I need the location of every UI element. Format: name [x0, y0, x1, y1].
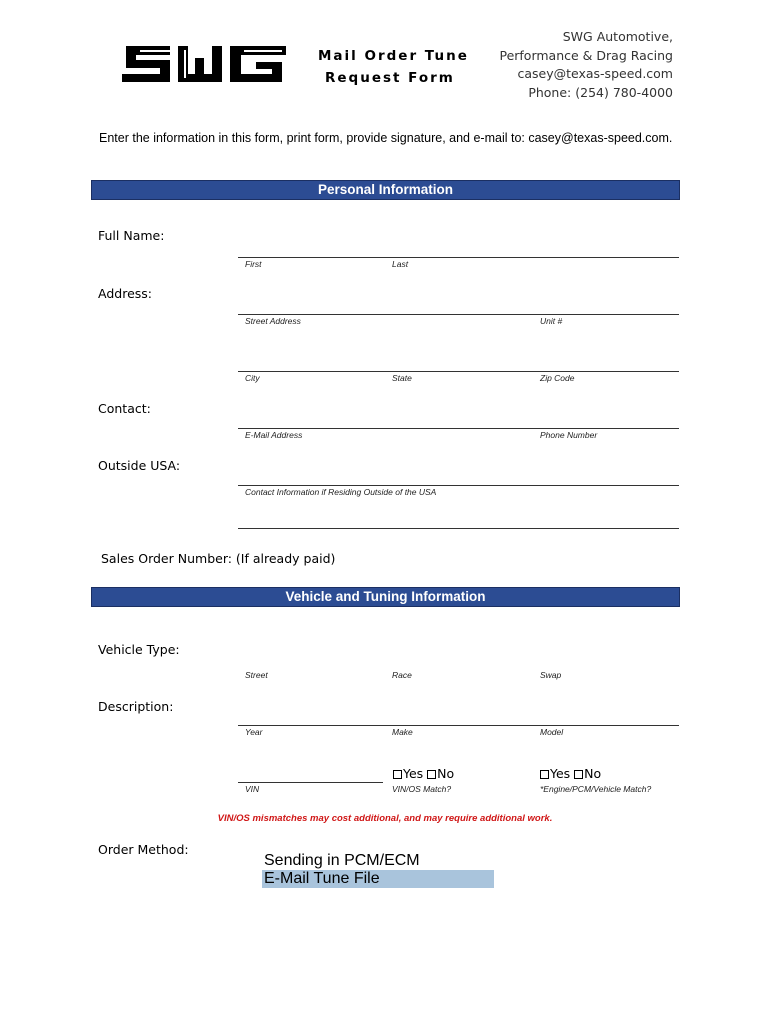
engine-match-yes-checkbox[interactable] — [540, 770, 549, 779]
street-address-caption: Street Address — [245, 316, 301, 326]
model-caption: Model — [540, 727, 564, 737]
company-contact-block — [499, 28, 673, 102]
instructions-text: Enter the information in this form, print form, provide signature, and e-mail to: casey@texas-speed.com. — [99, 131, 673, 145]
full-name-field[interactable] — [238, 257, 679, 258]
first-name-caption: First — [245, 259, 262, 269]
vehicle-type-label: Vehicle Type: — [98, 642, 180, 657]
vehicle-type-street[interactable]: Street — [245, 670, 268, 680]
form-title-line1: Mail Order Tune — [318, 48, 469, 64]
vin-os-match-options — [393, 766, 454, 781]
sales-order-label: Sales Order Number: (If already paid) — [101, 551, 336, 566]
year-make-model-field[interactable] — [238, 725, 679, 726]
address-label: Address: — [98, 286, 152, 301]
vin-mismatch-warning: VIN/OS mismatches may cost additional, and may require additional work. — [217, 813, 553, 824]
company-phone: Phone: (254) 780-4000 — [528, 84, 673, 100]
order-method-option-pcm[interactable]: Sending in PCM/ECM — [264, 852, 420, 869]
contact-label: Contact: — [98, 401, 151, 416]
outside-usa-field-line2[interactable] — [238, 528, 679, 529]
engine-match-caption: *Engine/PCM/Vehicle Match? — [540, 784, 652, 794]
vehicle-type-race[interactable]: Race — [392, 670, 412, 680]
company-email: casey@texas-speed.com — [517, 66, 673, 81]
company-name: SWG Automotive, — [562, 29, 673, 44]
vehicle-section-header: Vehicle and Tuning Information — [91, 587, 680, 607]
order-method-option-email[interactable]: E-Mail Tune File — [262, 870, 494, 888]
order-method-label: Order Method: — [98, 842, 189, 857]
description-label: Description: — [98, 699, 174, 714]
engine-match-no-label: No — [584, 766, 602, 781]
vin-os-no-checkbox[interactable] — [427, 770, 436, 779]
state-caption: State — [392, 373, 412, 383]
email-caption: E-Mail Address — [245, 430, 303, 440]
full-name-label: Full Name: — [98, 228, 165, 243]
city-state-zip-field[interactable] — [238, 371, 679, 372]
vin-os-match-caption: VIN/OS Match? — [392, 784, 452, 794]
unit-caption: Unit # — [540, 316, 563, 326]
phone-caption: Phone Number — [540, 430, 598, 440]
vin-os-yes-checkbox[interactable] — [393, 770, 402, 779]
swg-logo — [122, 44, 286, 86]
make-caption: Make — [392, 727, 413, 737]
company-tagline: Performance & Drag Racing — [499, 47, 673, 63]
contact-field[interactable] — [238, 428, 679, 429]
vin-field[interactable] — [238, 782, 383, 783]
street-address-field[interactable] — [238, 314, 679, 315]
engine-match-yes-label: Yes — [550, 766, 571, 781]
outside-usa-caption: Contact Information if Residing Outside of the USA — [245, 487, 437, 497]
outside-usa-label: Outside USA: — [98, 458, 181, 473]
form-title-line2: Request Form — [325, 70, 455, 86]
vin-caption: VIN — [245, 784, 260, 794]
vin-os-no-label: No — [437, 766, 455, 781]
last-name-caption: Last — [392, 259, 409, 269]
engine-match-options — [540, 766, 601, 781]
personal-section-header: Personal Information — [91, 180, 680, 200]
year-caption: Year — [245, 727, 263, 737]
engine-match-no-checkbox[interactable] — [574, 770, 583, 779]
vehicle-type-swap[interactable]: Swap — [540, 670, 562, 680]
zip-caption: Zip Code — [540, 373, 575, 383]
vin-os-yes-label: Yes — [403, 766, 424, 781]
outside-usa-field[interactable] — [238, 485, 679, 486]
city-caption: City — [245, 373, 260, 383]
